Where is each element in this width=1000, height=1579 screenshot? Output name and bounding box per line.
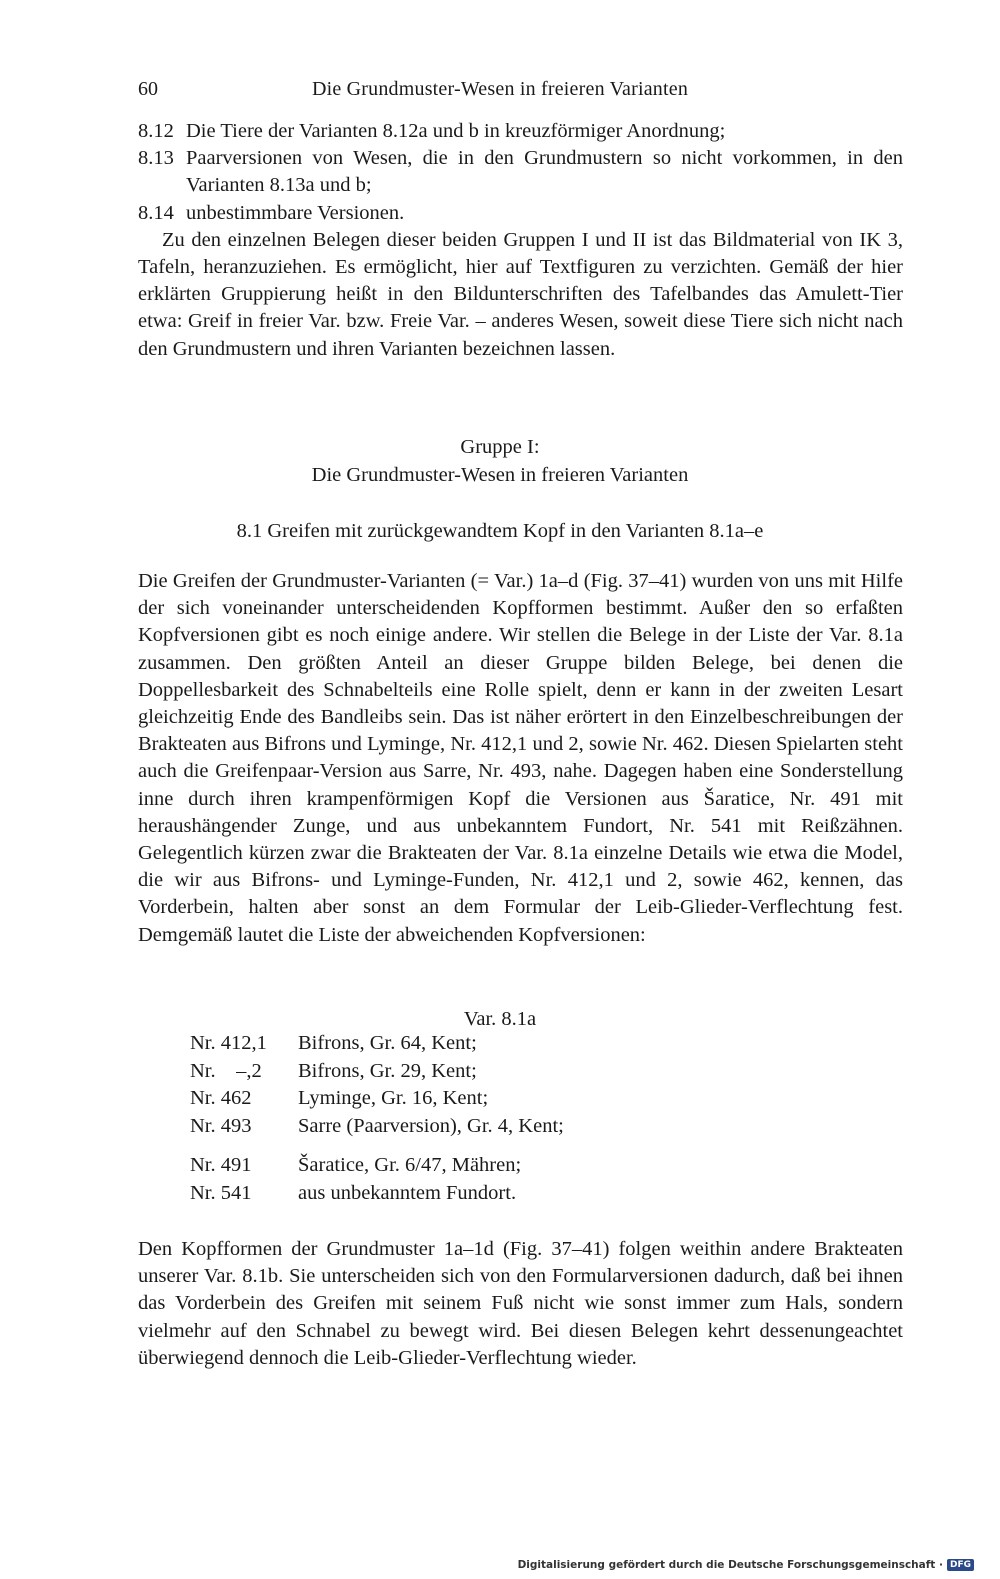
list-item [138,118,903,145]
entry-number: Nr. 412,1 [190,1032,267,1054]
entry-location: Lyminge, Gr. 16, Kent; [298,1087,489,1110]
list-text: unbestimmbare Versionen. [186,201,405,224]
paragraph: Zu den einzelnen Belegen dieser beiden Gruppen I und II ist das Bildmaterial von IK 3, Tafeln, heranzuziehen. Es ermöglicht, hier auf Textfiguren zu verzichten. Gemäß der hier erklärten Gruppierung heißt in den Bildunterschriften des Tafelbandes das Amulett-Tier etwa: Greif in freier Var. bzw. Freie Var. – anderes Wesen, soweit diese Tiere sich nicht nach den Grundmustern und ihren Varianten bezeichnen lassen. [138,228,903,360]
numbered-list [138,118,903,363]
group-label: Gruppe I: [460,436,540,458]
footer-text: Digitalisierung gefördert durch die Deutsche Forschungsgemeinschaft · [517,1559,943,1571]
list-item [190,1030,564,1058]
entry-list [190,1030,564,1140]
list-number: 8.13 [138,147,174,170]
list-item [190,1180,521,1208]
entry-number: Nr. 462 [190,1087,252,1110]
list-number: 8.14 [138,201,174,224]
entry-location: Bifrons, Gr. 29, Kent; [298,1059,477,1082]
entry-location: Sarre (Paarversion), Gr. 4, Kent; [298,1114,564,1137]
list-item [190,1152,521,1180]
entry-list [190,1152,521,1207]
variant-title: Var. 8.1a [463,1008,537,1030]
list-item [190,1113,564,1141]
list-item [138,145,903,199]
entry-location: aus unbekanntem Fundort. [298,1181,517,1204]
group-title: Die Grundmuster-Wesen in freieren Varianten [311,464,689,486]
list-number: 8.12 [138,120,174,142]
list-item [190,1058,564,1086]
page-number: 60 [138,78,158,100]
section-heading: 8.1 Greifen mit zurückgewandtem Kopf in den Varianten 8.1a–e [236,520,764,542]
entry-number: Nr. –,2 [190,1059,262,1082]
dfg-logo-icon: DFG [947,1559,974,1571]
list-text: Die Tiere der Varianten 8.12a und b in kreuzförmiger Anordnung; [186,120,726,142]
entry-location: Bifrons, Gr. 64, Kent; [298,1032,477,1054]
entry-number: Nr. 491 [190,1154,252,1176]
list-item [190,1085,564,1113]
entry-location: Šaratice, Gr. 6/47, Mähren; [298,1154,522,1176]
entry-number: Nr. 541 [190,1181,252,1204]
running-title: Die Grundmuster-Wesen in freieren Varianten [311,78,689,100]
list-text: Paarversionen von Wesen, die in den Grundmustern so nicht vorkommen, in den Varianten 8.13a und b; [186,147,903,197]
digitization-footer [518,1559,974,1571]
list-item [138,200,903,227]
entry-number: Nr. 493 [190,1114,252,1137]
paragraph: Den Kopfformen der Grundmuster 1a–1d (Fig. 37–41) folgen weithin andere Brakteaten unserer Var. 8.1b. Sie unterscheiden sich von den Formularversionen dadurch, daß bei ihnen das Vorderbein des Greifen mit seinem Fuß nicht wie sonst immer zum Hals, sondern vielmehr auf den Schnabel zu bewegt wird. Bei diesen Belegen kehrt dessenungeachtet überwiegend dennoch die Leib-Glieder-Verflechtung wieder. [138,1238,903,1369]
paragraph: Die Greifen der Grundmuster-Varianten (= Var.) 1a–d (Fig. 37–41) wurden von uns mit Hilfe der sich voneinander unterscheidenden Kopfformen bestimmt. Außer den so erfaßten Kopfversionen gibt es noch einige andere. Wir stellen die Belege in der Liste der Var. 8.1a zusammen. Den größten Anteil an dieser Gruppe bilden Belege, bei denen die Doppellesbarkeit des Schnabelteils eine Rolle spielt, denn er kann in der zweiten Lesart gleichzeitig Ende des Bandleibs sein. Das ist näher erörtert in den Einzelbeschreibungen der Brakteaten aus Bifrons und Lyminge, Nr. 412,1 und 2, sowie Nr. 462. Diesen Spielarten steht auch die Greifenpaar-Version aus Sarre, Nr. 493, nahe. Dagegen haben eine Sonderstellung inne durch ihren krampenförmigen Kopf die Versionen aus Šaratice, Nr. 491 mit heraushängender Zunge, und aus unbekanntem Fundort, Nr. 541 mit Reißzähnen. Gelegentlich kürzen zwar die Brakteaten der Var. 8.1a einzelne Details wie etwa die Model, die wir aus Bifrons- und Lyminge-Funden, Nr. 412,1 und 2, sowie 462, kennen, das Vorderbein, halten aber sonst an dem Formular der Leib-Glieder-Verflechtung fest. Demgemäß lautet die Liste der abweichenden Kopfversionen: [138,570,903,946]
